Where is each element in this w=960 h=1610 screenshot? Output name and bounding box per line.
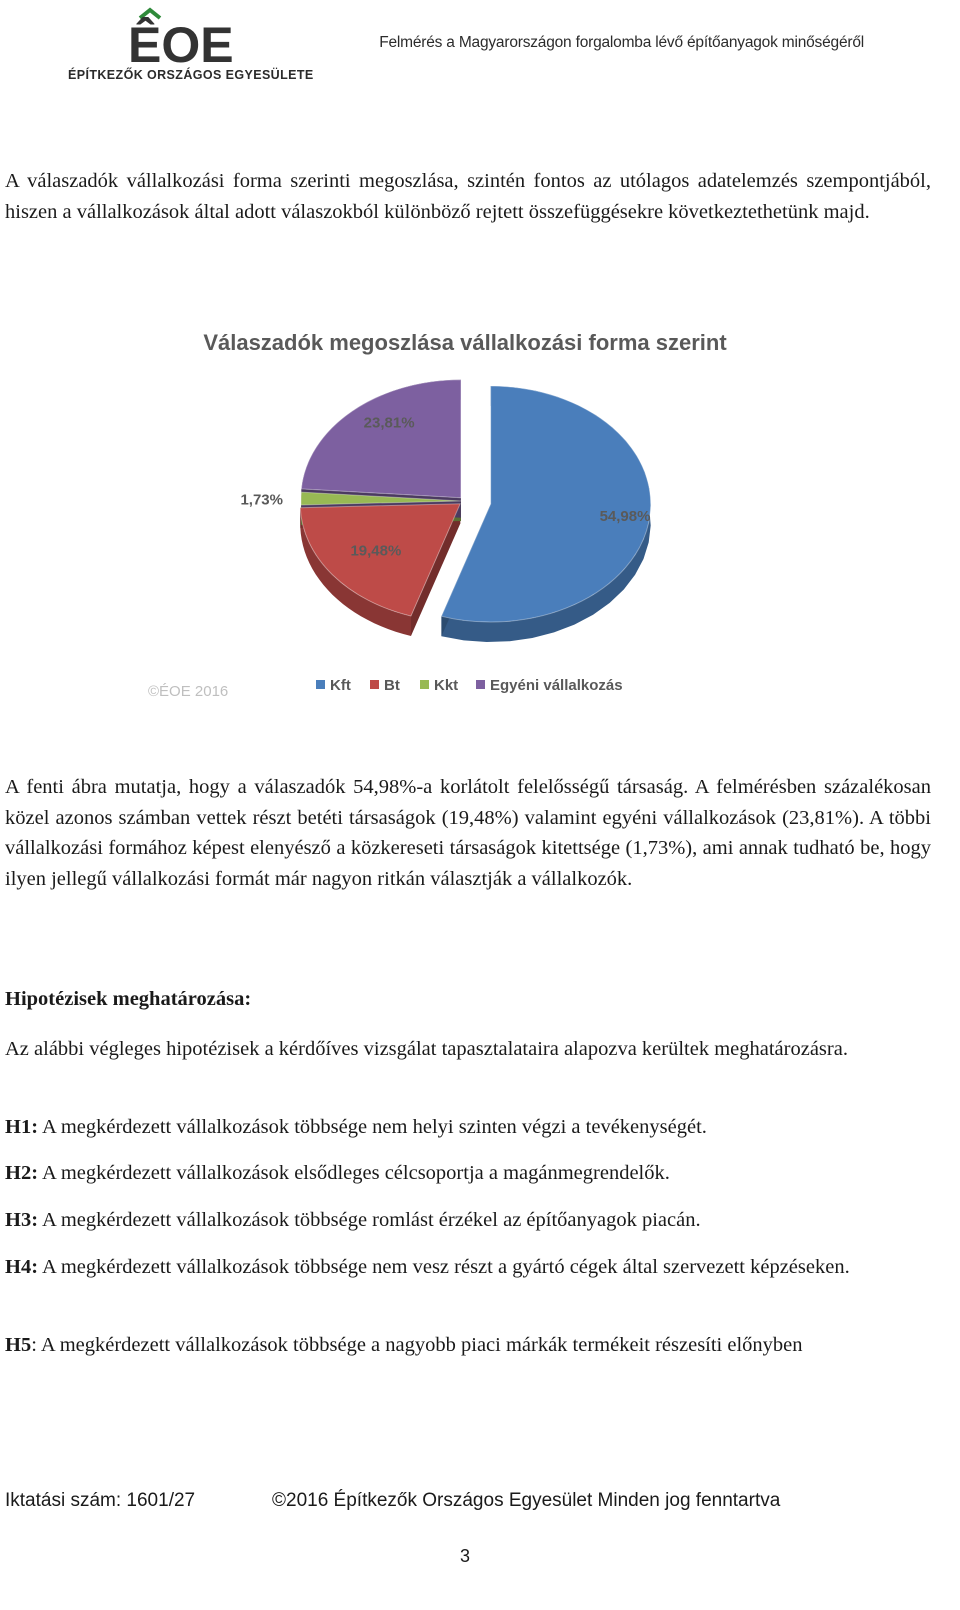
analysis-paragraph: A fenti ábra mutatja, hogy a válaszadók 54,98%-a korlátolt felelősségű társaság. A felmérésben százalékosan közel azonos számban vettek részt betéti társaságok (19,48%) valamint egyéni vállalkozások (23,81%). A többi vállalkozási formához képest elenyésző a közkereseti társaságok kitettsége (1,73%), ami annak tudható be, hogy ilyen jellegű vállalkozási formát már nagyon ritkán választják a vállalkozók.: [5, 776, 931, 890]
header-title: Felmérés a Magyarországon forgalomba lévő építőanyagok minőségéről: [379, 34, 864, 51]
hypothesis-text: A megkérdezett vállalkozások többsége romlást érzékel az építőanyagok piacán.: [38, 1209, 701, 1231]
legend-label-egyeni-vallalkozas: Egyéni vállalkozás: [490, 677, 623, 694]
hypothesis-text: A megkérdezett vállalkozások többsége nem helyi szinten végzi a tevékenységét.: [38, 1116, 707, 1138]
hypothesis-text: A megkérdezett vállalkozások többsége nem vesz részt a gyártó cégek által szervezett képzéseken.: [38, 1256, 850, 1278]
hypothesis-label: H4:: [5, 1256, 39, 1278]
pie-chart: [140, 316, 830, 716]
page-number: 3: [460, 1546, 471, 1566]
pie-slice-egyeni-vallalkozas: [301, 380, 461, 498]
legend-swatch-bt: [370, 680, 379, 689]
hypothesis-label: H1:: [5, 1116, 39, 1138]
chart-title: Válaszadók megoszlása vállalkozási forma szerint: [203, 330, 727, 355]
hypothesis-label: H3:: [5, 1209, 39, 1231]
hypothesis-h5: [5, 1330, 931, 1361]
hypothesis-h1: [5, 1112, 931, 1143]
pie-data-label-bt: 19,48%: [350, 542, 402, 560]
hypothesis-text: A megkérdezett vállalkozások elsődleges célcsoportja a magánmegrendelők.: [38, 1162, 670, 1184]
legend-label-kkt: Kkt: [434, 677, 459, 694]
footer-reg-number: Iktatási szám: 1601/27: [5, 1490, 196, 1511]
legend-label-kft: Kft: [330, 677, 351, 694]
legend-swatch-egyeni-vallalkozas: [476, 680, 485, 689]
intro-paragraph: A válaszadók vállalkozási forma szerinti megoszlása, szintén fontos az utólagos adatelemzés szempontjából, hiszen a vállalkozások által adott válaszokból különböző rejtett összefüggésekre következtethetünk majd.: [5, 170, 931, 223]
footer-copyright: ©2016 Építkezők Országos Egyesület Minden jog fenntartva: [272, 1490, 781, 1511]
hypothesis-label: H2:: [5, 1162, 39, 1184]
pie-data-label-kkt: 1,73%: [240, 491, 283, 509]
hypothesis-h2: [5, 1158, 931, 1189]
logo: [128, 6, 238, 66]
logo-subtitle: ÉPÍTKEZŐK ORSZÁGOS EGYESÜLETE: [68, 68, 314, 82]
legend-swatch-kkt: [420, 680, 429, 689]
legend-label-bt: Bt: [384, 677, 400, 694]
hypotheses-intro: Az alábbi végleges hipotézisek a kérdőíves vizsgálat tapasztalataira alapozva kerültek meghatározásra.: [5, 1038, 848, 1060]
pie-chart-svg: [140, 316, 830, 716]
hypothesis-h4: [5, 1252, 931, 1283]
eoe-logo-icon: [128, 6, 238, 66]
legend-swatch-kft: [316, 680, 325, 689]
hypothesis-text: : A megkérdezett vállalkozások többsége a nagyobb piaci márkák termékeit részesíti előnyben: [31, 1334, 803, 1356]
pie-data-label-kft: 54,98%: [599, 508, 651, 526]
logo-text: ÊOE: [128, 17, 234, 66]
hypotheses-heading: Hipotézisek meghatározása:: [5, 988, 252, 1010]
pie-data-label-egyeni-vallalkozas: 23,81%: [363, 414, 415, 432]
hypothesis-h3: [5, 1205, 931, 1236]
chart-copyright: ©ÉOE 2016: [148, 683, 229, 700]
hypothesis-label: H5: [5, 1334, 32, 1356]
